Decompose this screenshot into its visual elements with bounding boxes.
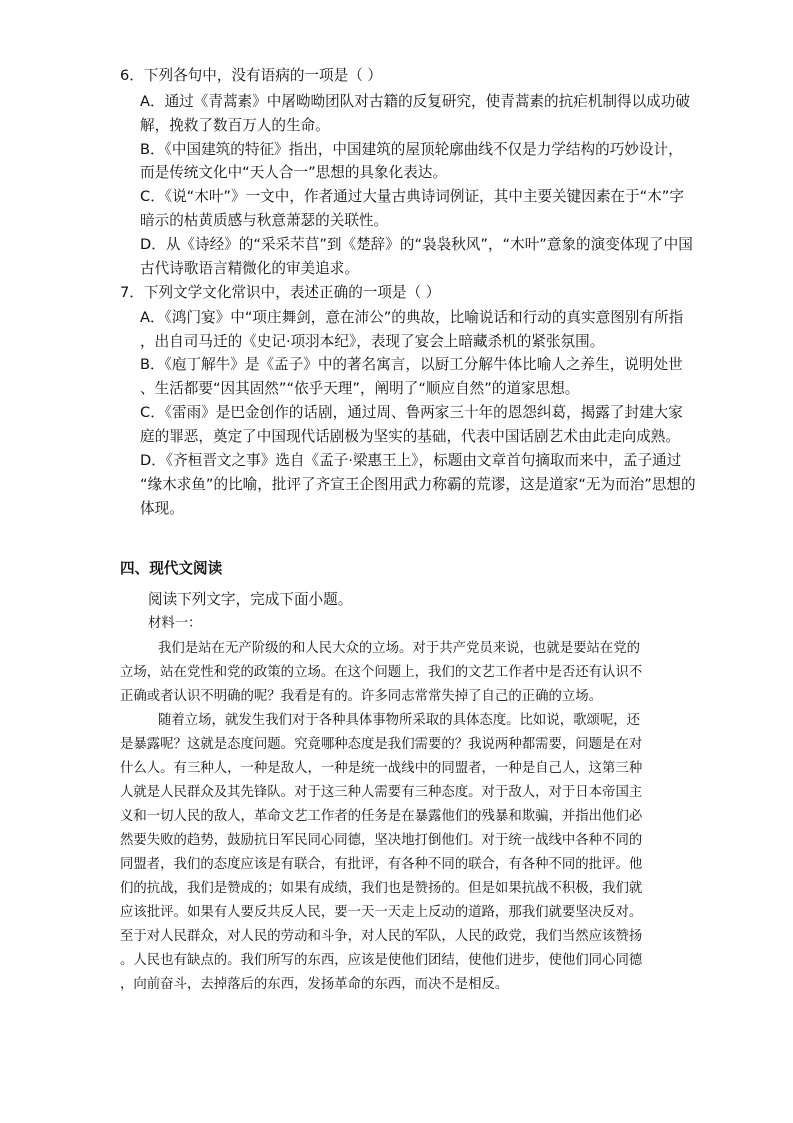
question-7-option-c-line1: C．《雷雨》是巴金创作的话剧，通过周、鲁两家三十年的恩怨纠葛，揭露了封建大家	[140, 404, 683, 421]
passage-line: 人就是人民群众及其先锋队。对于这三种人需要有三种态度。对于敌人，对于日本帝国主	[120, 785, 643, 800]
question-6-stem: 6．下列各句中，没有语病的一项是（ ）	[120, 67, 383, 84]
passage-line: 同盟者，我们的态度应该是有联合，有批评，有各种不同的联合，有各种不同的批评。他	[120, 857, 643, 872]
passage-line: 至于对人民群众，对人民的劳动和斗争，对人民的军队，人民的政党，我们当然应该赞扬	[120, 929, 643, 944]
question-7-option-c-line2: 庭的罪恶，奠定了中国现代话剧极为坚实的基础，代表中国话剧艺术由此走向成熟。	[140, 428, 680, 445]
passage-line: 随着立场，就发生我们对于各种具体事物所采取的具体态度。比如说，歌颂呢，还	[158, 713, 641, 728]
question-6-option-c-line2: 暗示的枯黄质感与秋意萧瑟的关联性。	[140, 212, 389, 229]
passage-line: ，向前奋斗，去掉落后的东西，发扬革命的东西，而决不是相反。	[120, 977, 509, 992]
question-7-option-d-line2: “缘木求鱼”的比喻，批评了齐宣王企图用武力称霸的荒谬，这是道家“无为而治”思想的	[140, 476, 696, 493]
material-label: 材料一：	[148, 616, 202, 631]
question-7-option-d-line1: D．《齐桓晋文之事》选自《孟子·梁惠王上》，标题由文章首句摘取而来中，孟子通过	[140, 452, 682, 469]
passage-line: 们的抗战，我们是赞成的；如果有成绩，我们也是赞扬的。但是如果抗战不积极，我们就	[120, 881, 643, 896]
question-7-option-b-line2: 、生活都要“因其固然”“依乎天理”，阐明了“顺应自然”的道家思想。	[140, 380, 580, 397]
question-6-option-b-line1: B．《中国建筑的特征》指出，中国建筑的屋顶轮廓曲线不仅是力学结构的巧妙设计，	[140, 141, 683, 158]
question-6-option-d-line1: D．从《诗经》的“采采芣苢”到《楚辞》的“袅袅秋风”，“木叶”意象的演变体现了中国	[140, 236, 693, 253]
passage-line: 。人民也有缺点的。我们所写的东西，应该是使他们团结，使他们进步，使他们同心同德	[120, 953, 643, 968]
passage-line: 什么人。有三种人，一种是敌人，一种是统一战线中的同盟者，一种是自己人，这第三种	[120, 761, 643, 776]
question-7-stem: 7．下列文学文化常识中，表述正确的一项是（ ）	[120, 284, 441, 301]
question-6-option-a-line2: 解，挽救了数百万人的生命。	[140, 117, 330, 134]
question-7-option-b-line1: B．《庖丁解牛》是《孟子》中的著名寓言，以厨工分解牛体比喻人之养生，说明处世	[140, 356, 683, 373]
question-6-option-d-line2: 古代诗歌语言精微化的审美追求。	[140, 260, 359, 277]
passage-line: 是暴露呢？这就是态度问题。究竟哪种态度是我们需要的？我说两种都需要，问题是在对	[120, 737, 643, 752]
question-7-option-d-line3: 体现。	[140, 500, 184, 517]
passage-line: 义和一切人民的敌人，革命文艺工作者的任务是在暴露他们的残暴和欺骗，并指出他们必	[120, 809, 643, 824]
passage-line: 然要失败的趋势，鼓励抗日军民同心同德，坚决地打倒他们。对于统一战线中各种不同的	[120, 833, 643, 848]
passage-line: 正确或者认识不明确的呢？我看是有的。许多同志常常失掉了自己的正确的立场。	[120, 689, 603, 704]
passage-line: 我们是站在无产阶级的和人民大众的立场。对于共产党员来说，也就是要站在党的	[158, 641, 641, 656]
passage-line: 立场，站在党性和党的政策的立场。在这个问题上，我们的文艺工作者中是否还有认识不	[120, 665, 643, 680]
question-7-option-a-line2: ，出自司马迁的《史记·项羽本纪》，表现了宴会上暗藏杀机的紧张氛围。	[140, 333, 605, 350]
question-7-option-a-line1: A．《鸿门宴》中“项庄舞剑，意在沛公”的典故，比喻说话和行动的真实意图别有所指	[140, 309, 684, 326]
question-6-option-c-line1: C．《说“木叶”》一文中，作者通过大量古典诗词例证，其中主要关键因素在于“木”字	[140, 188, 684, 205]
question-6-option-a-line1: A．通过《青蒿素》中屠呦呦团队对古籍的反复研究，使青蒿素的抗疟机制得以成功破	[140, 93, 690, 110]
passage-line: 应该批评。如果有人要反共反人民，要一天一天走上反动的道路，那我们就要坚决反对。	[120, 905, 643, 920]
reading-instruction: 阅读下列文字，完成下面小题。	[148, 591, 353, 608]
question-6-option-b-line2: 而是传统文化中“天人合一”思想的具象化表达。	[140, 164, 447, 181]
section-heading: 四、现代文阅读	[120, 560, 223, 577]
